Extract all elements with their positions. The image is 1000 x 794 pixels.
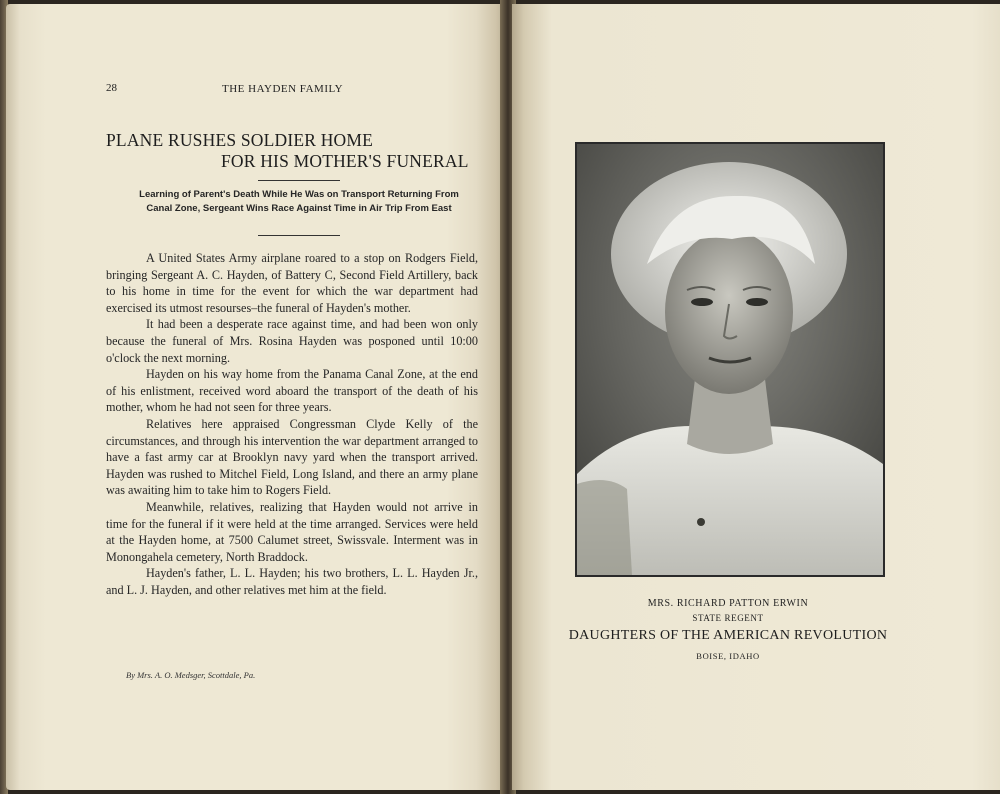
portrait-photo <box>575 142 885 577</box>
running-head: THE HAYDEN FAMILY <box>222 83 344 95</box>
article-paragraph: Hayden's father, L. L. Hayden; his two brothers, L. L. Hayden Jr., and L. J. Hayden, and other relatives met him at the field. <box>106 566 478 597</box>
subheadline-rule <box>258 235 340 236</box>
subheadline: Learning of Parent's Death While He Was on Transport Returning From Canal Zone, Sergeant Wins Race Against Time in Air Trip From East <box>139 189 459 214</box>
caption-organization: DAUGHTERS OF THE AMERICAN REVOLUTION <box>568 628 888 643</box>
article-credit: By Mrs. A. O. Medsger, Scottdale, Pa. <box>126 670 256 680</box>
headline-line-2: FOR HIS MOTHER'S FUNERAL <box>221 151 469 171</box>
page-number: 28 <box>106 82 117 94</box>
portrait-image <box>577 144 883 575</box>
article-paragraph: Relatives here appraised Congressman Clyde Kelly of the circumstances, and through his intervention the war department arranged to have a fast army car at Brooklyn navy yard when the transport arrived. Hayden was rushed to Mitchel Field, Long Island, and there an army plane was awaiting him to take him to Rogers Field. <box>106 416 478 498</box>
article-paragraph: It had been a desperate race against time, and had been won only because the funeral of Mrs. Rosina Hayden was posponed until 10:00 o'clock the next morning. <box>106 317 478 365</box>
headline-rule <box>258 180 340 181</box>
caption-name: MRS. RICHARD PATTON ERWIN <box>647 598 809 609</box>
headline-line-1: PLANE RUSHES SOLDIER HOME <box>106 130 374 150</box>
caption-title: STATE REGENT <box>692 613 764 623</box>
article-body <box>106 250 478 598</box>
article-paragraph: A United States Army airplane roared to a stop on Rodgers Field, bringing Sergeant A. C. Hayden, of Battery C, Second Field Artillery, back to his home in time for the event for which the war department had exercised its utmost resourses–the funeral of Hayden's mother. <box>106 251 478 315</box>
article-paragraph: Hayden on his way home from the Panama Canal Zone, at the end of his enlistment, received word aboard the transport of the death of his mother, whom he had not seen for three years. <box>106 367 478 415</box>
article-paragraph: Meanwhile, relatives, realizing that Hayden would not arrive in time for the funeral if it were held at the time arranged. Services were held at the Hayden home, at 7500 Calumet street, Swissvale. Interment was in Monongahela cemetery, North Braddock. <box>106 499 478 564</box>
caption-place: BOISE, IDAHO <box>696 651 760 661</box>
